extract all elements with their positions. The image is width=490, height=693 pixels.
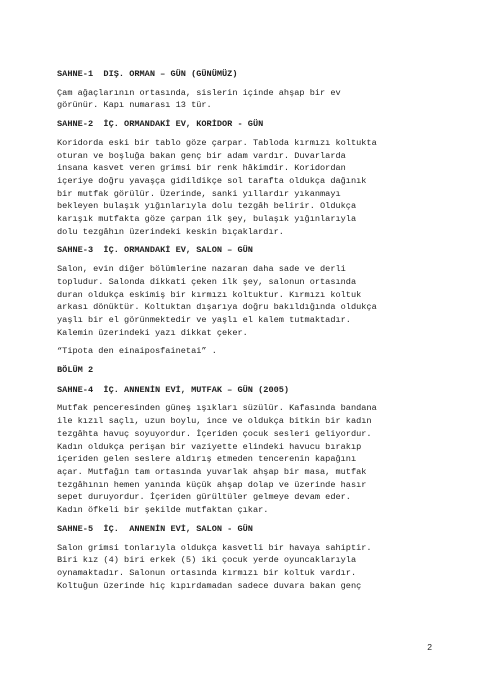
text-line: ile kızıl saçlı, uzun boylu, ince ve oldukça bitkin bir kadın — [57, 416, 372, 427]
text-line: tezgâhta havuç soyuyordur. İçeriden çocuk sesleri geliyordur. — [57, 428, 372, 439]
text-line: Koltuğun üzerinde hiç kıpırdamadan sadece duvara bakan genç — [57, 580, 362, 591]
text-line: duran oldukça eskimiş bir kırmızı koltuktur. Kırmızı koltuk — [57, 289, 362, 300]
text-line: Kadın oldukça perişan bir vaziyette elindeki havucu bırakıp — [57, 441, 362, 452]
scene-heading-2: SAHNE-2 İÇ. ORMANDAKİ EV, KORİDOR - GÜN — [57, 119, 264, 130]
text-line: Çam ağaçlarının ortasında, sislerin içinde ahşap bir ev — [57, 87, 341, 98]
text-line: bir mutfak görülür. Üzerinde, sanki yıllardır yıkanmayı — [57, 188, 341, 199]
scene-heading-3: SAHNE-3 İÇ. ORMANDAKİ EV, SALON – GÜN — [57, 245, 253, 256]
text-line: “Tipota den einaiposfainetai” . — [57, 346, 217, 357]
text-line: görünür. Kapı numarası 13 tür. — [57, 100, 212, 111]
text-line: oturan ve boşluğa bakan genç bir adam vardır. Duvarlarda — [57, 150, 346, 161]
page-number: 2 — [427, 642, 432, 652]
text-line: içeriye doğru yavaşça gidildikçe sol tarafta oldukça dağınık — [57, 175, 367, 186]
text-line: insana kasvet veren grimsi bir renk hâkimdir. Koridordan — [57, 163, 346, 174]
text-line: oynamaktadır. Salonun ortasında kırmızı bir koltuk vardır. — [57, 567, 357, 578]
text-line: yaşlı bir el görünmektedir ve yaşlı el kalem tutmaktadır. — [57, 314, 351, 325]
scene-description-1 — [57, 87, 437, 112]
text-line: Mutfak penceresinden güneş ışıkları süzülür. Kafasında bandana — [57, 403, 377, 414]
quoted-inscription — [57, 345, 437, 358]
text-line: topludur. Salonda dikkati çeken ilk şey, salonun ortasında — [57, 276, 357, 287]
text-line: karışık mutfakta göze çarpan ilk şey, bulaşık yığınlarıyla — [57, 214, 357, 225]
scene-description-2 — [57, 137, 437, 239]
scene-heading-5: SAHNE-5 İÇ. ANNENİN EVİ, SALON - GÜN — [57, 523, 253, 534]
scene-description-5 — [57, 542, 437, 593]
text-line: Kalemin üzerindeki yazı dikkat çeker. — [57, 327, 248, 338]
text-line: tezgâhının hemen yanında küçük ahşap dolap ve üzerinde hasır — [57, 479, 367, 490]
script-page-body — [57, 68, 437, 598]
text-line: Kadın öfkeli bir şekilde mutfaktan çıkar. — [57, 505, 269, 516]
scene-description-4 — [57, 402, 437, 516]
text-line: Salon grimsi tonlarıyla oldukça kasvetli bir havaya sahiptir. — [57, 542, 372, 553]
chapter-heading: BÖLÜM 2 — [57, 365, 94, 376]
text-line: içeriden gelen seslere aldırış etmeden tencerenin kapağını — [57, 454, 357, 465]
text-line: sepet duruyordur. İçeriden gürültüler gelmeye devam eder. — [57, 492, 351, 503]
text-line: arkası dönüktür. Koltuktan dışarıya doğru bakıldığında oldukça — [57, 302, 377, 313]
text-line: açar. Mutfağın tam ortasında yuvarlak ahşap bir masa, mutfak — [57, 466, 367, 477]
text-line: Koridorda eski bir tablo göze çarpar. Tabloda kırmızı koltukta — [57, 137, 377, 148]
scene-heading-4: SAHNE-4 İÇ. ANNENİN EVİ, MUTFAK – GÜN (2005) — [57, 384, 290, 395]
text-line: Salon, evin diğer bölümlerine nazaran daha sade ve derli — [57, 264, 346, 275]
scene-description-3 — [57, 263, 437, 339]
text-line: Biri kız (4) biri erkek (5) iki çocuk yerde oyuncaklarıyla — [57, 555, 357, 566]
scene-heading-1: SAHNE-1 DIŞ. ORMAN – GÜN (GÜNÜMÜZ) — [57, 69, 238, 79]
text-line: bekleyen bulaşık yığınlarıyla dolu tezgâh belirir. Oldukça — [57, 201, 357, 212]
text-line: dolu tezgâhın üzerindeki keskin bıçaklardır. — [57, 226, 284, 237]
